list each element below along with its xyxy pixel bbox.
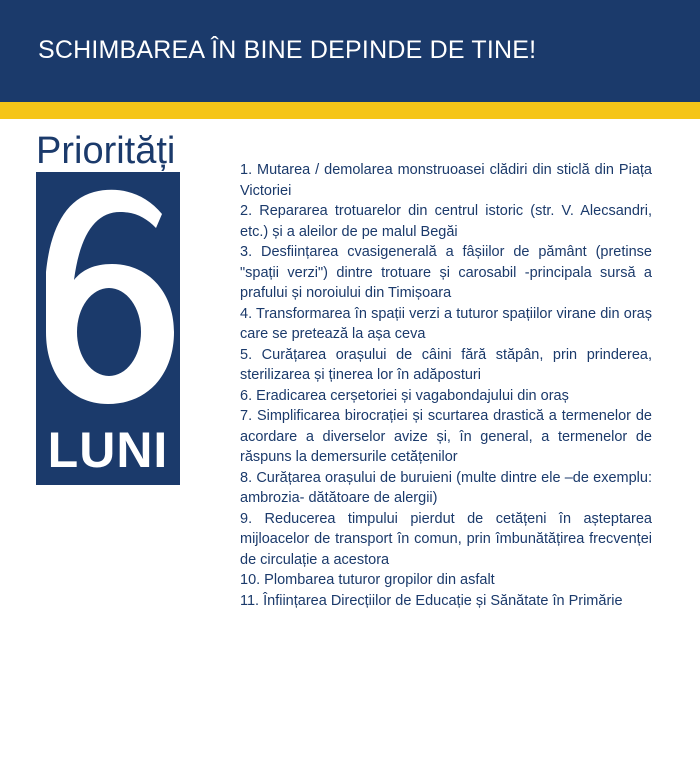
list-item: 1. Mutarea / demolarea monstruoasei clădiri din sticlă din Piața Victoriei (240, 162, 652, 199)
header-banner (0, 0, 700, 102)
list-item: 10. Plombarea tuturor gropilor din asfalt (240, 572, 495, 588)
list-item: 8. Curățarea orașului de buruieni (multe dintre ele –de exemplu: ambrozia- dătătoare de alergii) (240, 469, 652, 506)
list-item: 6. Eradicarea cerșetoriei și vagabondajului din oraș (240, 387, 569, 404)
list-item: 7. Simplificarea birocrației și scurtarea drastică a termenelor de acordare a diverselor avize și, în general, a termenelor de răspuns la demersurile cetățenilor (240, 408, 652, 465)
list-item: 4. Transformarea în spații verzi a tuturor spațiilor virane din oraș care se pretează la așa ceva (240, 305, 652, 342)
logo-six-months (36, 172, 180, 485)
logo-title: Priorități (36, 130, 176, 172)
priorities-list (240, 160, 652, 611)
six-digit-graphic (36, 172, 180, 422)
list-item: 2. Repararea trotuarelor din centrul istoric (str. V. Alecsandri, etc.) și a aleilor de pe malul Begăi (240, 203, 652, 240)
header-title: SCHIMBAREA ÎN BINE DEPINDE DE TINE! (38, 36, 537, 64)
list-item: 3. Desființarea cvasigenerală a fâșiilor de pământ (pretinse "spații verzi") dintre trotuare și carosabil -principala sursă a prafului și noroiului din Timișoara (240, 244, 652, 301)
list-item: 5. Curățarea orașului de câini fără stăpân, prin prinderea, sterilizarea și ținerea lor în adăposturi (240, 346, 652, 383)
six-counter (77, 288, 141, 376)
list-item: 11. Înființarea Direcțiilor de Educație și Sănătate în Primărie (240, 592, 623, 609)
list-item: 9. Reducerea timpului pierdut de cetățeni în așteptarea mijloacelor de transport în comun, prin îmbunătățirea frecvenței de circulație a acestora (240, 510, 652, 568)
yellow-stripe (0, 102, 700, 119)
logo-bottom-text: LUNI (47, 422, 169, 478)
